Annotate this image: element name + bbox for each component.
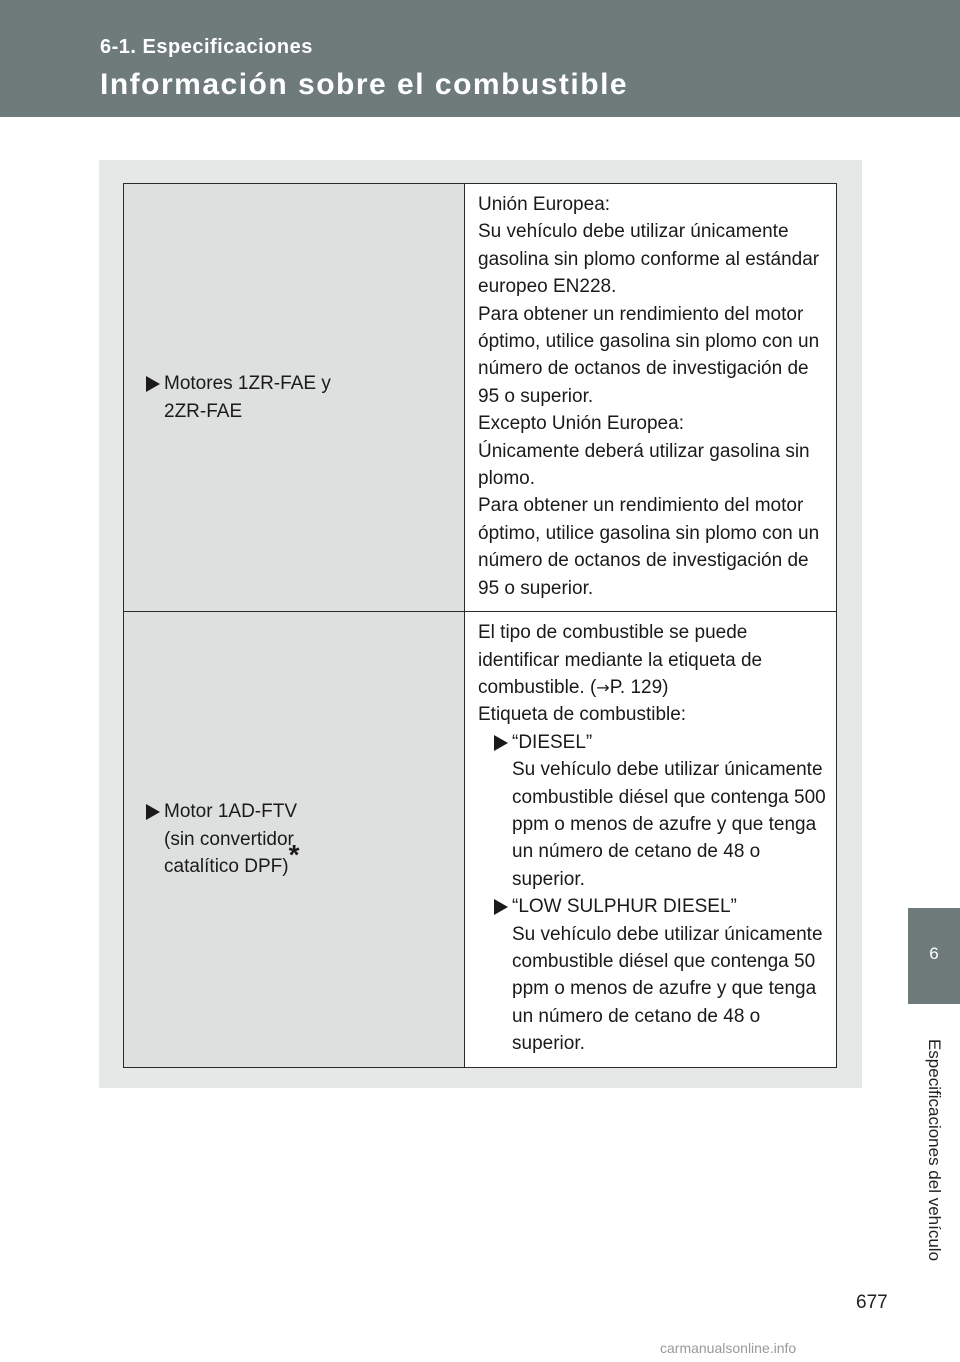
- fuel-label-text: Su vehículo debe utilizar únicamente combustible diésel que contenga 50 ppm o menos de azufre y que tenga un número de cetano de 48 o superior.: [512, 923, 823, 1055]
- page-title: Información sobre el combustible: [100, 68, 629, 101]
- engine-cell: [124, 612, 465, 1068]
- triangle-bullet-icon: [146, 804, 160, 820]
- triangle-bullet-icon: [494, 899, 508, 915]
- fuel-description-cell: [465, 612, 837, 1068]
- engine-label-text: catalítico DPF): [164, 856, 289, 878]
- fuel-label-item: [478, 893, 826, 1057]
- fuel-label-text: Su vehículo debe utilizar únicamente combustible diésel que contenga 500 ppm o menos de azufre y que tenga un número de cetano de 48 o superior.: [512, 759, 826, 890]
- fuel-description-cell: [465, 184, 837, 612]
- triangle-bullet-icon: [494, 735, 508, 751]
- arrow-right-icon: →: [596, 677, 610, 697]
- engine-label: [164, 798, 300, 880]
- footnote-asterisk: *: [288, 839, 300, 871]
- chapter-tab: [908, 908, 960, 1004]
- paragraph: Para obtener un rendimiento del motor óptimo, utilice gasolina sin plomo con un número de octanos de investigación de 95 o superior.: [478, 303, 820, 407]
- paragraph: Únicamente deberá utilizar gasolina sin plomo.: [478, 440, 810, 490]
- paragraph: Para obtener un rendimiento del motor óptimo, utilice gasolina sin plomo con un número de octanos de investigación de 95 o superior.: [478, 495, 820, 599]
- watermark: carmanualsonline.info: [660, 1340, 797, 1356]
- page-reference: P. 129): [609, 676, 669, 698]
- header-band: [0, 0, 960, 117]
- engine-item: [146, 798, 454, 880]
- paragraph: Su vehículo debe utilizar únicamente gasolina sin plomo conforme al estándar europeo EN228.: [478, 221, 820, 298]
- chapter-label: Especificaciones del vehículo: [925, 1038, 944, 1262]
- table-row: [124, 612, 837, 1068]
- paragraph: [478, 619, 826, 701]
- fuel-spec-table: [123, 183, 837, 1068]
- fuel-label-name: “DIESEL”: [512, 731, 593, 753]
- region-heading: Unión Europea:: [478, 194, 611, 215]
- engine-cell: [124, 184, 465, 612]
- triangle-bullet-icon: [146, 376, 160, 392]
- engine-item: [146, 370, 454, 425]
- engine-label-line: Motor 1AD-FTV: [164, 801, 298, 823]
- fuel-label-name: “LOW SULPHUR DIESEL”: [512, 896, 737, 918]
- engine-label-line: (sin convertidor: [164, 828, 294, 850]
- fuel-label-body: [512, 729, 826, 893]
- fuel-label-item: [478, 729, 826, 893]
- intro-text: El tipo de combustible se puede identificar mediante la etiqueta de combustible. (: [478, 622, 763, 698]
- region-heading: Excepto Unión Europea:: [478, 413, 684, 435]
- table-row: [124, 184, 837, 612]
- section-label: 6-1. Especificaciones: [100, 36, 313, 58]
- chapter-number: 6: [929, 944, 939, 963]
- page-number: 677: [856, 1292, 888, 1313]
- fuel-label-body: [512, 893, 826, 1057]
- engine-label: Motores 1ZR-FAE y 2ZR-FAE: [164, 373, 331, 422]
- label-heading: Etiqueta de combustible:: [478, 704, 687, 726]
